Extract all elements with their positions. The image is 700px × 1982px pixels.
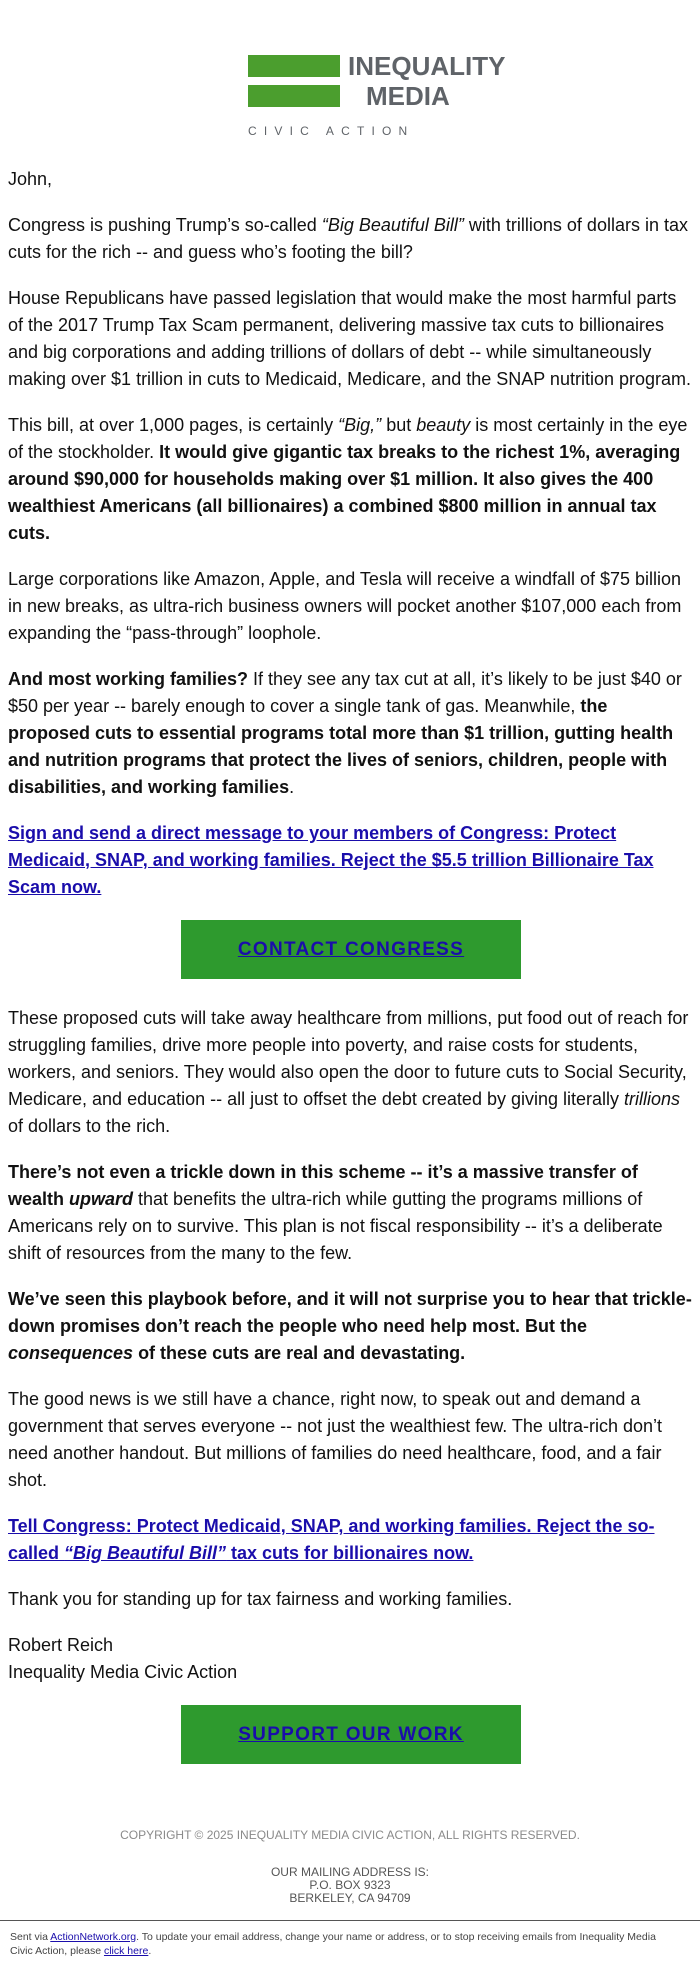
support-our-work-button[interactable]: SUPPORT OUR WORK	[181, 1705, 521, 1764]
paragraph-1: Congress is pushing Trump’s so-called “Big Beautiful Bill” with trillions of dollars in tax cuts for the rich -- and guess who’s footing the bill?	[8, 215, 688, 262]
paragraph-7: There’s not even a trickle down in this scheme -- it’s a massive transfer of wealth upward that benefits the ultra-rich while gutting the programs millions of Americans rely on to survive. This plan is not fiscal responsibility -- it’s a deliberate shift of resources from the many to the few.	[8, 1162, 663, 1263]
contact-congress-wrap	[8, 920, 694, 979]
greeting: John,	[8, 169, 53, 189]
signature	[8, 1632, 694, 1686]
signature-org: Inequality Media Civic Action	[8, 1662, 238, 1682]
support-wrap	[8, 1705, 694, 1764]
footer-divider	[0, 1920, 700, 1921]
logo-word-civic-action: CIVIC ACTION	[248, 124, 415, 138]
paragraph-6: These proposed cuts will take away healthcare from millions, put food out of reach for struggling families, drive more people into poverty, and raise costs for students, workers, and seniors. They would also open the door to future cuts to Social Security, Medicare, and education -- all just to offset the debt created by giving literally trillions of dollars to the rich.	[8, 1008, 689, 1136]
logo-bar-bottom	[248, 85, 340, 107]
address-line-1: P.O. BOX 9323	[309, 1878, 391, 1892]
logo-bar-top	[248, 55, 340, 77]
petition-link[interactable]: Sign and send a direct message to your members of Congress: Protect Medicaid, SNAP, and working families. Reject the $5.5 trillion Billionaire Tax Scam now.	[8, 823, 654, 897]
thank-you-paragraph: Thank you for standing up for tax fairness and working families.	[8, 1589, 513, 1609]
paragraph-5: And most working families? If they see any tax cut at all, it’s likely to be just $40 or $50 per year -- barely enough to cover a single tank of gas. Meanwhile, the proposed cuts to essential programs total more than $1 trillion, gutting health and nutrition programs that protect the lives of seniors, children, people with disabilities, and working families.	[8, 669, 682, 797]
paragraph-4: Large corporations like Amazon, Apple, and Tesla will receive a windfall of $75 billion in new breaks, as ultra-rich business owners will pocket another $107,000 each from expanding the “pass-through” loophole.	[8, 569, 682, 643]
unsubscribe-link[interactable]: click here	[103, 1945, 149, 1957]
tell-congress-link-paragraph	[8, 1513, 694, 1567]
mailing-address	[0, 1866, 700, 1905]
petition-link-paragraph	[8, 820, 694, 901]
tell-congress-link[interactable]: Tell Congress: Protect Medicaid, SNAP, and working families. Reject the so-called “Big Beautiful Bill” tax cuts for billionaires now.	[8, 1516, 655, 1563]
address-line-2: BERKELEY, CA 94709	[289, 1891, 411, 1905]
paragraph-9: The good news is we still have a chance, right now, to speak out and demand a government that serves everyone -- not just the wealthiest few. The ultra-rich don’t need another handout. But millions of families do need healthcare, food, and a fair shot.	[8, 1389, 662, 1490]
email-body	[8, 166, 694, 1790]
actionnetwork-link[interactable]: ActionNetwork.org	[50, 1931, 137, 1943]
mailing-label: OUR MAILING ADDRESS IS:	[270, 1865, 430, 1879]
sent-via-notice: Sent via ActionNetwork.org. To update your email address, change your name or address, or to stop receiving emails from Inequality Media Civic Action, please click here.	[10, 1931, 656, 1957]
logo-word-inequality: INEQUALITY	[348, 51, 506, 81]
paragraph-3: This bill, at over 1,000 pages, is certainly “Big,” but beauty is most certainly in the eye of the stockholder. It would give gigantic tax breaks to the richest 1%, averaging around $90,000 for households making over $1 million. It also gives the 400 wealthiest Americans (all billionaires) a combined $800 million in annual tax cuts.	[8, 415, 688, 543]
paragraph-8: We’ve seen this playbook before, and it will not surprise you to hear that trickle-down promises don’t reach the people who need help most. But the consequences of these cuts are real and devastating.	[8, 1289, 692, 1363]
copyright: COPYRIGHT © 2025 INEQUALITY MEDIA CIVIC ACTION, ALL RIGHTS RESERVED.	[120, 1828, 580, 1842]
contact-congress-button[interactable]: CONTACT CONGRESS	[181, 920, 521, 979]
logo-word-media: MEDIA	[366, 81, 450, 111]
inequality-media-logo[interactable]	[248, 51, 506, 140]
signature-name: Robert Reich	[8, 1635, 114, 1655]
paragraph-2: House Republicans have passed legislation that would make the most harmful parts of the 2017 Trump Tax Scam permanent, delivering massive tax cuts to billionaires and big corporations and adding trillions of dollars of debt -- while simultaneously making over $1 trillion in cuts to Medicaid, Medicare, and the SNAP nutrition program.	[8, 288, 691, 389]
